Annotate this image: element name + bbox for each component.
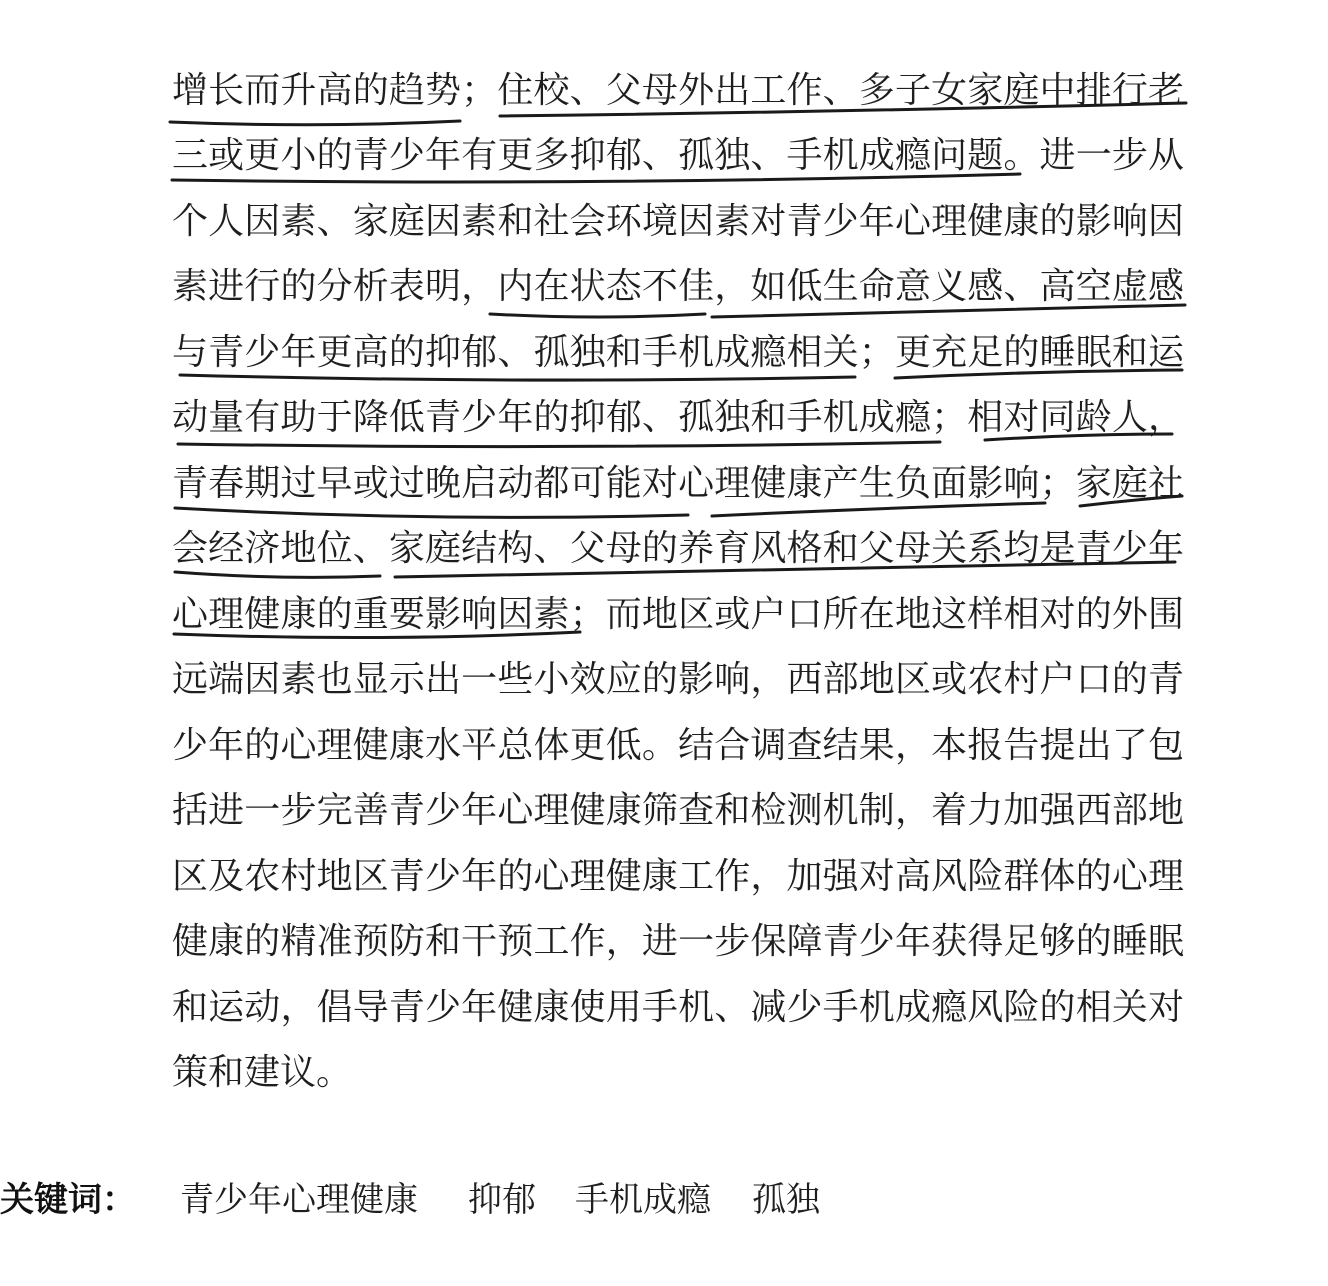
paragraph-line: 增长而升高的趋势；住校、父母外出工作、多子女家庭中排行老 xyxy=(172,70,1184,111)
paragraph-line: 远端因素也显示出一些小效应的影响，西部地区或农村户口的青 xyxy=(172,659,1184,700)
underline-mark xyxy=(490,314,705,317)
paragraph-line: 区及农村地区青少年的心理健康工作，加强对高风险群体的心理 xyxy=(172,856,1184,897)
keyword: 青少年心理健康 xyxy=(180,1180,418,1220)
paragraph-line: 青春期过早或过晚启动都可能对心理健康产生负面影响；家庭社 xyxy=(172,463,1184,504)
paragraph-line: 与青少年更高的抑郁、孤独和手机成瘾相关；更充足的睡眠和运 xyxy=(172,332,1184,373)
paragraph-line: 动量有助于降低青少年的抑郁、孤独和手机成瘾；相对同龄人， xyxy=(172,397,1184,438)
paragraph-line: 会经济地位、家庭结构、父母的养育风格和父母关系均是青少年 xyxy=(172,528,1184,569)
paragraph-line: 和运动，倡导青少年健康使用手机、减少手机成瘾风险的相关对 xyxy=(172,987,1184,1028)
underline-mark xyxy=(175,508,688,517)
paragraph-line: 少年的心理健康水平总体更低。结合调查结果，本报告提出了包 xyxy=(172,725,1184,766)
paragraph-line: 健康的精准预防和干预工作，进一步保障青少年获得足够的睡眠 xyxy=(172,921,1184,962)
paragraph-line: 心理健康的重要影响因素；而地区或户口所在地这样相对的外围 xyxy=(172,594,1184,635)
paragraph-line: 括进一步完善青少年心理健康筛查和检测机制，着力加强西部地 xyxy=(172,790,1184,831)
paragraph-line: 策和建议。 xyxy=(172,1052,353,1093)
underline-mark xyxy=(170,121,460,125)
paragraph-line: 个人因素、家庭因素和社会环境因素对青少年心理健康的影响因 xyxy=(172,201,1184,242)
paragraph-line: 三或更小的青少年有更多抑郁、孤独、手机成瘾问题。进一步从 xyxy=(172,135,1184,176)
keyword: 抑郁 xyxy=(468,1180,536,1220)
keywords-label: 关键词： xyxy=(0,1180,136,1220)
keyword: 手机成瘾 xyxy=(575,1180,711,1220)
keyword: 孤独 xyxy=(752,1180,820,1220)
paragraph-line: 素进行的分析表明，内在状态不佳，如低生命意义感、高空虚感 xyxy=(172,266,1184,307)
